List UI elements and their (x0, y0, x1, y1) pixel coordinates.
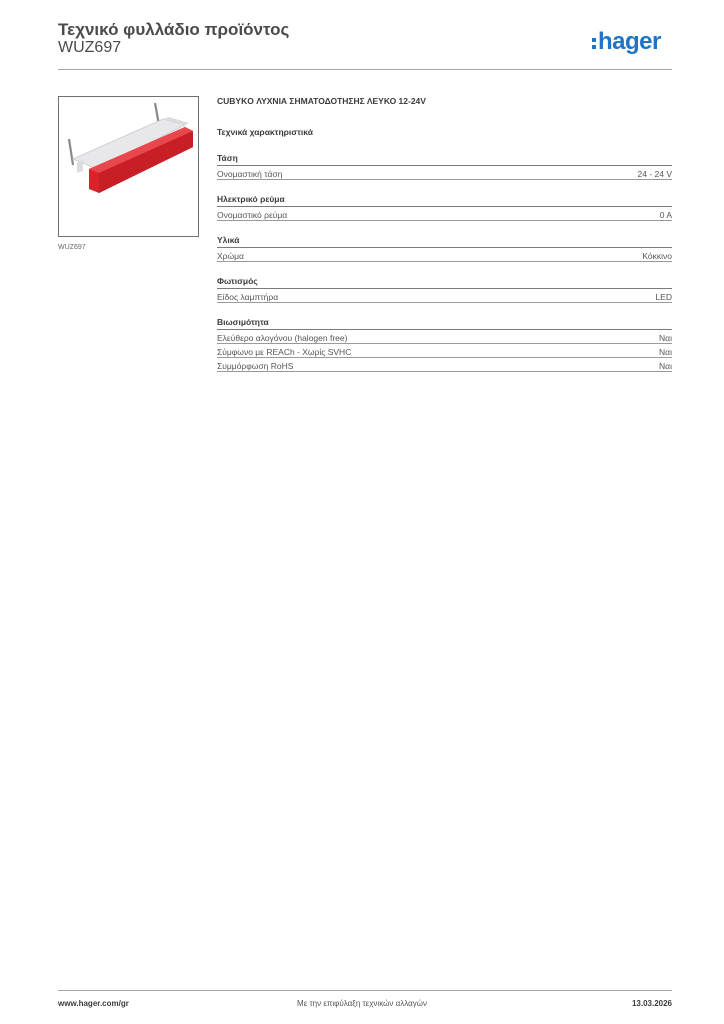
footer-date: 13.03.2026 (631, 999, 672, 1008)
spec-row (217, 289, 672, 303)
specs-title: Τεχνικά χαρακτηριστικά (217, 127, 313, 137)
spec-label: Ονομαστική τάση (217, 169, 283, 179)
product-code: WUZ697 (58, 39, 122, 56)
header-divider (58, 69, 672, 70)
footer-disclaimer: Με την επιφύλαξη τεχνικών αλλαγών (297, 999, 427, 1008)
group-title: Υλικά (217, 235, 240, 245)
group-title: Ηλεκτρικό ρεύμα (217, 194, 285, 204)
spec-row (217, 358, 672, 372)
spec-label: Συμμόρφωση RoHS (217, 361, 294, 371)
spec-value: Ναι (659, 347, 672, 357)
spec-value: 24 - 24 V (637, 169, 672, 179)
spec-content (217, 96, 672, 372)
logo-dots-icon (592, 38, 596, 49)
spec-value: Ναι (659, 361, 672, 371)
spec-label: Ελεύθερο αλογόνου (halogen free) (217, 333, 348, 343)
spec-value: Ναι (659, 333, 672, 343)
group-title: Βιωσιμότητα (217, 317, 269, 327)
spec-label: Χρώμα (217, 251, 244, 261)
spec-label: Είδος λαμπτήρα (217, 292, 279, 302)
footer-divider (58, 990, 672, 991)
footer-website-link[interactable]: www.hager.com/gr (58, 999, 129, 1008)
document-title: Τεχνικό φυλλάδιο προϊόντος (58, 20, 290, 39)
spec-group-sustainability (217, 316, 672, 372)
spec-row (217, 248, 672, 262)
spec-value: LED (655, 292, 672, 302)
spec-label: Ονομαστικό ρεύμα (217, 210, 288, 220)
group-title: Τάση (217, 153, 238, 163)
spec-group-voltage (217, 152, 672, 180)
spec-row (217, 166, 672, 180)
spec-row (217, 330, 672, 344)
spec-row (217, 207, 672, 221)
product-image (58, 96, 199, 237)
spec-group-lighting (217, 275, 672, 303)
spec-row (217, 344, 672, 358)
spec-group-materials (217, 234, 672, 262)
product-name: CUBYKO ΛΥΧΝΙΑ ΣΗΜΑΤΟΔΟΤΗΣΗΣ ΛΕΥΚΟ 12-24V (217, 96, 426, 106)
signal-lamp-illustration (59, 97, 198, 236)
group-title: Φωτισμός (217, 276, 258, 286)
image-caption: WUZ697 (58, 244, 86, 251)
spec-value: Κόκκινο (642, 251, 672, 261)
logo-text: hager (598, 28, 661, 55)
hager-logo (592, 28, 661, 56)
spec-value: 0 A (659, 210, 672, 220)
spec-group-current (217, 193, 672, 221)
spec-label: Σύμφωνο με REACh - Χωρίς SVHC (217, 347, 352, 357)
